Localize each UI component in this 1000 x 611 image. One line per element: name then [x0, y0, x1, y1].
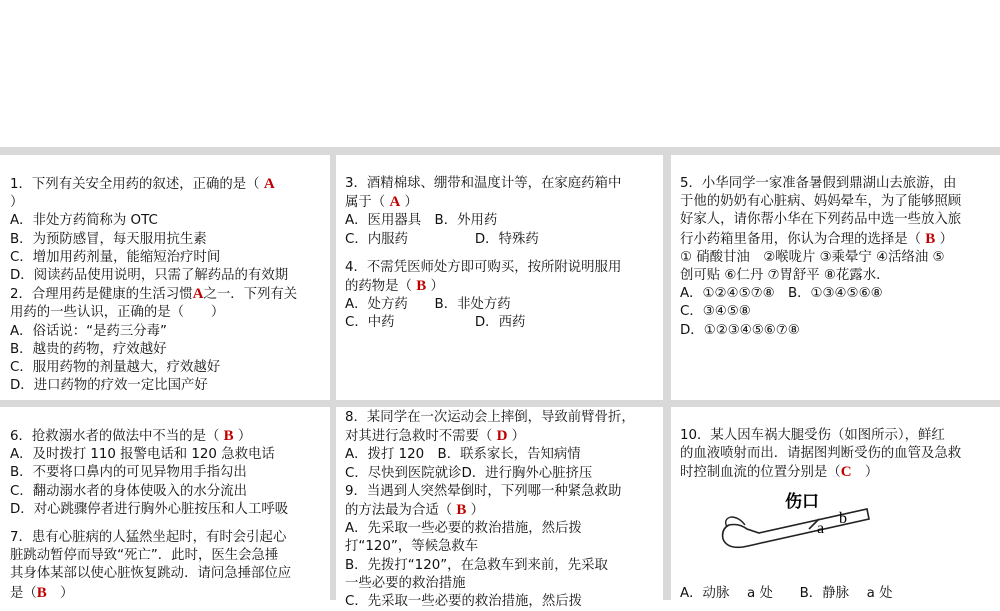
answer-mark: B: [416, 278, 427, 295]
text-line: [10, 446, 330, 464]
text-line: [10, 464, 330, 482]
question-text: 用药的一些认识，正确的是（ ）: [10, 305, 225, 321]
leg-outline: [723, 509, 869, 547]
question-text: 打“120”，等候急救车: [345, 539, 479, 555]
question-text: 其身体某部以使心脏恢复跳动．请问急捶部位应: [10, 566, 292, 582]
question-panel-8-9: [336, 407, 663, 610]
question-text: 3．酒精棉球、绷带和温度计等，在家庭药箱中: [345, 176, 622, 191]
question-panel-1-2: [0, 155, 330, 400]
question-text: 之一．下列有关: [203, 287, 298, 303]
injured-leg-figure: [719, 489, 899, 561]
text-line: [10, 359, 330, 377]
text-line: [345, 538, 663, 556]
question-text: ）: [10, 195, 24, 211]
question-text: 是（: [10, 585, 37, 601]
text-line: [680, 193, 1000, 211]
question-text: 属于（: [345, 195, 390, 211]
question-text: ）: [935, 231, 953, 247]
question-text: 10．某人因车祸大腿受伤（如图所示），鲜红: [680, 428, 945, 443]
options-line: A．动脉 a 处 B．静脉 a 处: [680, 586, 893, 601]
text-line: [345, 483, 663, 501]
question-text: 6．抢救溺水者的做法中不当的是（: [10, 429, 224, 444]
question-text: 对其进行急救时不需要（: [345, 429, 497, 445]
answer-mark: A: [263, 176, 275, 192]
question-text: 5．小华同学一家准备暑假到鼎湖山去旅游，由: [680, 176, 957, 191]
text-line: [10, 501, 330, 519]
text-line: [680, 463, 1000, 482]
answer-mark: B: [223, 428, 234, 444]
question-panel-5: [671, 155, 1000, 400]
question-panel-6-7: [0, 407, 330, 600]
text-line: [345, 314, 663, 332]
question-text: ）: [851, 465, 879, 481]
text-line: [680, 211, 1000, 229]
text-line: [345, 575, 663, 593]
text-line: [680, 445, 1000, 463]
text-line: [345, 277, 663, 296]
text-line: [10, 175, 330, 194]
text-line: [10, 249, 330, 267]
question-text: ）: [507, 429, 526, 445]
question-text: 9．当遇到人突然晕倒时，下列哪一种紧急救助: [345, 483, 622, 499]
question-text: D．对心跳骤停者进行胸外心脏按压和人工呼吸: [10, 501, 289, 517]
question-text: 1．下列有关安全用药的叙述，正确的是（: [10, 177, 264, 192]
text-line: [10, 565, 330, 583]
text-line: [10, 285, 330, 304]
text-line: [345, 249, 663, 259]
question-panel-10: [671, 407, 1000, 600]
question-text: C．增加用药剂量，能缩短治疗时间: [10, 249, 221, 265]
question-text: A．先采取一些必要的救治措施，然后拨: [345, 521, 582, 537]
question-text: A．及时拨打 110 报警电话和 120 急救电话: [10, 447, 275, 463]
text-line: [10, 323, 330, 341]
text-line: [345, 446, 663, 464]
text-line: [10, 212, 330, 230]
question-text: A．处方药 B．非处方药: [345, 297, 511, 313]
question-text: B．先拨打“120”，在急救车到来前，先采取: [345, 557, 608, 573]
text-line: [345, 259, 663, 277]
text-line: [345, 465, 663, 483]
question-text: D．①②③④⑤⑥⑦⑧: [680, 322, 800, 338]
text-line: [680, 249, 1000, 267]
question-text: A．非处方药简称为 OTC: [10, 213, 158, 229]
text-line: [345, 231, 663, 249]
question-text: 好家人，请你帮小华在下列药品中选一些放入旅: [680, 212, 962, 228]
question-text: C．先采取一些必要的救治措施，然后拨: [345, 594, 582, 610]
text-line: [680, 175, 1000, 193]
question-text: ）: [46, 585, 74, 601]
wound-label: 伤口: [785, 492, 819, 511]
label-b: b: [839, 510, 847, 527]
text-line: [345, 296, 663, 314]
text-line: [10, 483, 330, 501]
answer-mark: D: [496, 428, 508, 445]
text-line: [10, 584, 330, 603]
question-text: C．服用药物的剂量越大，疗效越好: [10, 360, 221, 376]
text-line: [345, 175, 663, 193]
answer-mark: A: [389, 194, 401, 211]
text-line: [10, 519, 330, 529]
question-text: D．阅读药品使用说明，只需了解药品的有效期: [10, 268, 289, 284]
question-text: 2．合理用药是健康的生活习惯: [10, 287, 193, 303]
text-line: [10, 231, 330, 249]
text-line: [10, 341, 330, 359]
text-line: [10, 427, 330, 446]
question-text: 脏跳动暂停而导致“死亡”．此时，医生会急捶: [10, 548, 279, 564]
question-text: 的药物是（: [345, 279, 417, 295]
separator-band-right: [663, 147, 671, 600]
question-text: D．进口药物的疗效一定比国产好: [10, 378, 208, 394]
text-line: [680, 267, 1000, 285]
answer-mark: B: [456, 502, 467, 519]
answer-mark: B: [925, 230, 936, 247]
question-panel-3-4: [336, 155, 663, 400]
text-line: [680, 230, 1000, 249]
question-text: A．医用器具 B．外用药: [345, 213, 498, 229]
text-line: [345, 520, 663, 538]
text-line: [680, 322, 1000, 340]
text-line: [680, 285, 1000, 303]
separator-band-middle: [0, 400, 1000, 407]
question-text: C．③④⑤⑧: [680, 304, 751, 320]
question-text: A．①②④⑤⑦⑧ B．①③④⑤⑥⑧: [680, 286, 883, 302]
question-text: B．为预防感冒，每天服用抗生素: [10, 231, 207, 247]
question-text: 一些必要的救治措施: [345, 575, 466, 591]
separator-band-top: [0, 147, 1000, 155]
text-line: [680, 427, 1000, 445]
answer-mark: B: [36, 584, 47, 601]
question-text: B．不要将口鼻内的可见异物用手指勾出: [10, 465, 247, 481]
question-text: 创可贴 ⑥仁丹 ⑦胃舒平 ⑧花露水．: [680, 268, 890, 284]
text-line: [10, 547, 330, 565]
question-text: 7．患有心脏病的人猛然坐起时，有时会引起心: [10, 530, 287, 546]
question-text: 行小药箱里备用，你认为合理的选择是（: [680, 231, 926, 247]
text-line: [345, 593, 663, 611]
text-line: [345, 557, 663, 575]
text-line: [345, 427, 663, 446]
label-a: a: [817, 520, 825, 537]
question-text: ）: [466, 503, 485, 519]
text-line: [345, 409, 663, 427]
question-text: C．内服药 D．特殊药: [345, 231, 539, 247]
question-text: 的方法最为合适（: [345, 503, 457, 519]
question-text: B．越贵的药物，疗效越好: [10, 341, 167, 357]
question-text: C．中药 D．西药: [345, 315, 526, 331]
text-line: [10, 267, 330, 285]
text-line: [10, 304, 330, 322]
text-line: [680, 303, 1000, 321]
question-text: A．俗话说：“是药三分毒”: [10, 323, 167, 339]
text-line: [345, 193, 663, 212]
question-text: 8．某同学在一次运动会上摔倒，导致前臂骨折，: [345, 410, 635, 425]
answer-mark: C: [840, 464, 852, 481]
text-line: [10, 529, 330, 547]
text-line: [345, 501, 663, 520]
question-text: A．拨打 120 B．联系家长，告知病情: [345, 447, 581, 463]
question-text: ）: [426, 279, 444, 295]
question-text: C．翻动溺水者的身体使吸入的水分流出: [10, 483, 247, 499]
question-text: ① 硝酸甘油 ②喉咙片 ③乘晕宁 ④活络油 ⑤: [680, 249, 945, 265]
answer-mark: A: [192, 286, 204, 303]
text-line: [10, 194, 330, 212]
question-text: 的血液喷射而出．请据图判断受伤的血管及急救: [680, 446, 962, 462]
question-text: 时控制血流的位置分别是（: [680, 465, 841, 481]
question-text: 于他的奶奶有心脏病、妈妈晕车，为了能够照顾: [680, 194, 962, 210]
question-text: ）: [233, 429, 252, 444]
text-line: [10, 377, 330, 395]
question-text: ）: [400, 195, 418, 211]
question-text: 4．不需凭医师处方即可购买，按所附说明服用: [345, 259, 622, 275]
text-line: [345, 212, 663, 230]
question-text: C．尽快到医院就诊D．进行胸外心脏挤压: [345, 465, 593, 481]
